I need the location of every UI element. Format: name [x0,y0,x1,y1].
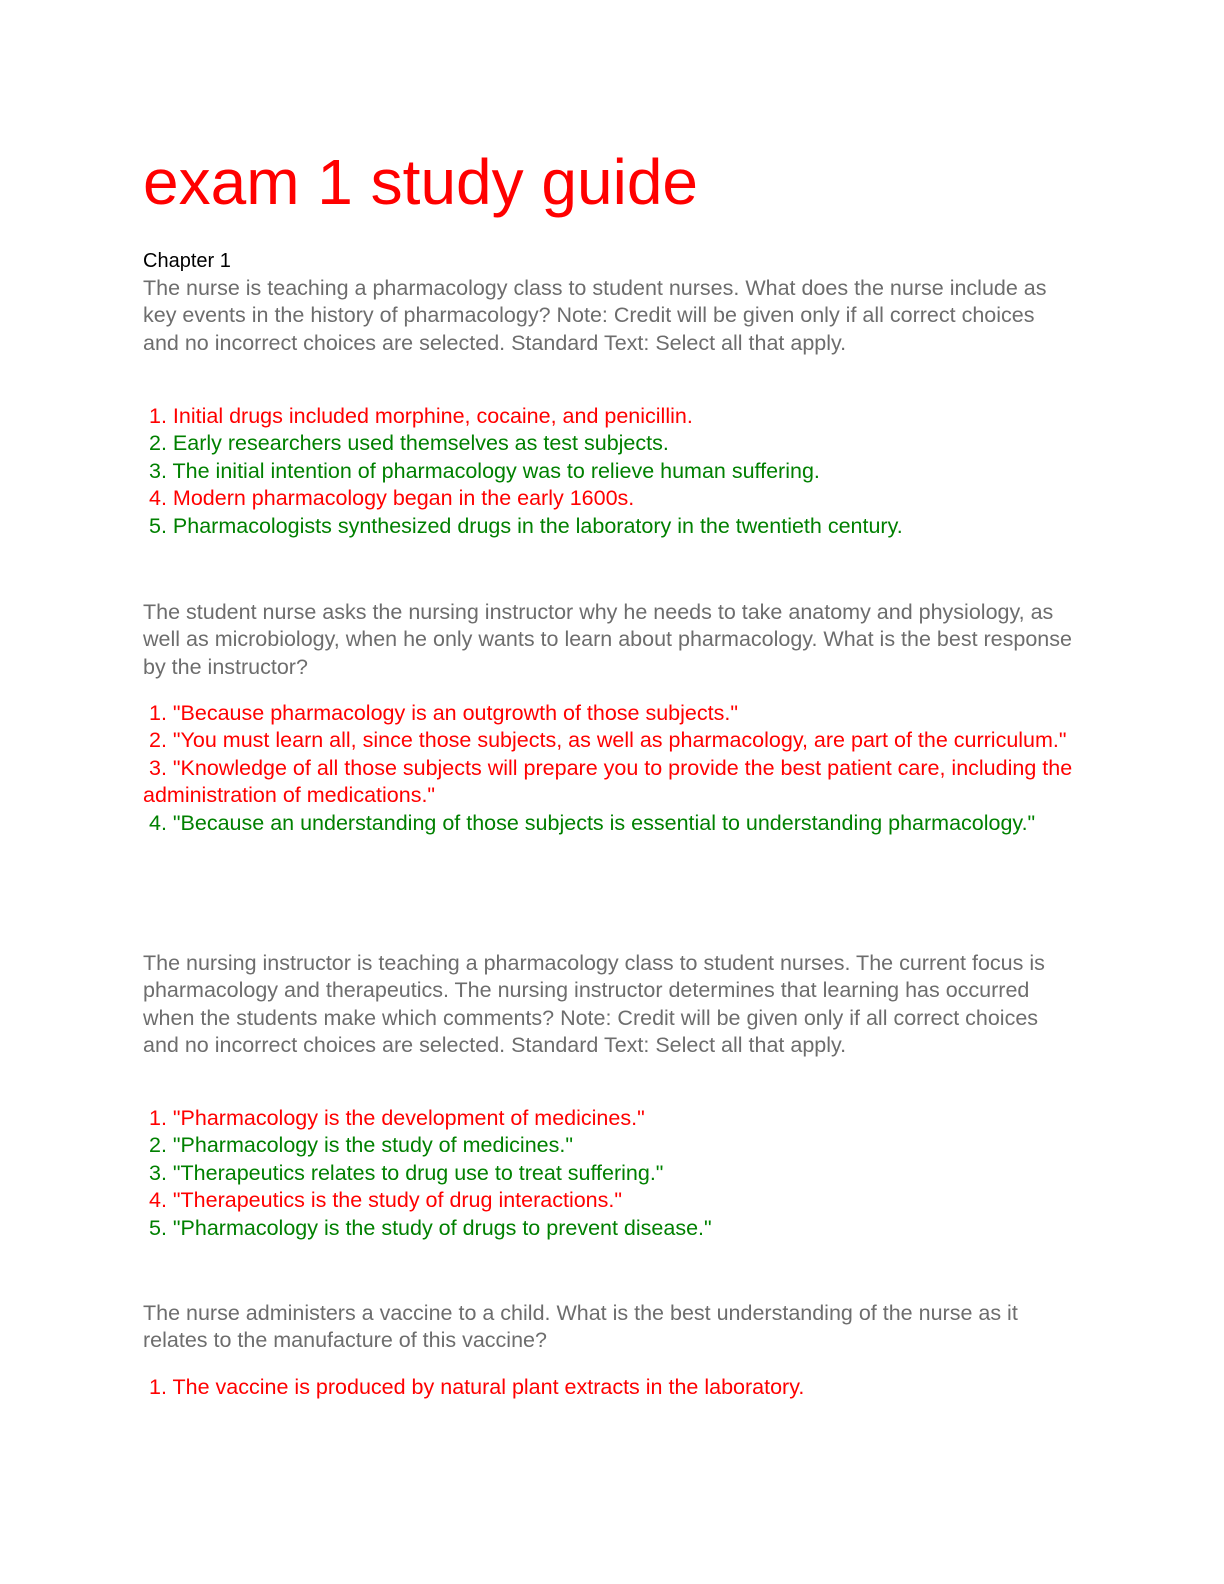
option-number: 1. [149,404,167,428]
option-text: Modern pharmacology began in the early 1600s. [172,486,635,511]
option-number: 4. [149,1188,167,1213]
option-text: "Knowledge of all those subjects will prepare you to provide the best patient care, including the administration of medications." [143,755,1073,808]
option-item [143,1160,1073,1187]
question-1-options [143,403,1073,540]
option-text: Initial drugs included morphine, cocaine, and penicillin. [172,404,693,428]
option-item [143,755,1073,810]
option-item [143,727,1073,754]
option-number: 2. [149,431,167,456]
option-item [143,1105,1073,1132]
option-text: The initial intention of pharmacology was to relieve human suffering. [172,458,820,483]
option-text: Pharmacologists synthesized drugs in the laboratory in the twentieth century. [172,513,903,538]
option-text: The vaccine is produced by natural plant extracts in the laboratory. [172,1375,805,1399]
option-number: 1. [149,1375,167,1399]
question-4-text: The nurse administers a vaccine to a child. What is the best understanding of the nurse as it relates to the manufacture of this vaccine? [143,1301,1018,1353]
option-number: 2. [149,728,167,753]
option-item [143,700,1073,727]
option-number: 3. [149,458,167,483]
option-item [143,1132,1073,1159]
option-text: "Pharmacology is the development of medicines." [172,1106,645,1130]
option-item [143,513,1073,540]
option-item [143,1187,1073,1214]
option-item [143,458,1073,485]
option-number: 5. [149,1215,167,1240]
option-item [143,1215,1073,1242]
option-item [143,810,1073,837]
option-number: 1. [149,1106,167,1130]
question-3-text: The nursing instructor is teaching a pharmacology class to student nurses. The current focus is pharmacology and therapeutics. The nursing instructor determines that learning has occurred when the students make which comments? Note: Credit will be given only if all correct choices and no incorrect choices are selected. Standard Text: Select all that apply. [143,951,1045,1058]
option-number: 3. [149,1160,167,1185]
option-text: "You must learn all, since those subjects, as well as pharmacology, are part of the curriculum." [172,728,1067,753]
page-title: exam 1 study guide [143,146,698,218]
option-text: "Because an understanding of those subjects is essential to understanding pharmacology." [172,810,1036,835]
question-1-text: The nurse is teaching a pharmacology class to student nurses. What does the nurse include as key events in the history of pharmacology? Note: Credit will be given only if all correct choices and no incorrect choices are selected. Standard Text: Select all that apply. [143,276,1047,355]
option-text: "Therapeutics relates to drug use to treat suffering." [172,1160,664,1185]
option-number: 1. [149,701,167,725]
option-text: "Pharmacology is the study of drugs to prevent disease." [172,1215,712,1240]
option-number: 2. [149,1133,167,1158]
question-2-options [143,700,1073,837]
question-3-options [143,1105,1073,1242]
option-text: "Because pharmacology is an outgrowth of those subjects." [172,701,738,725]
option-number: 3. [149,755,167,780]
chapter-heading: Chapter 1 [143,250,231,272]
option-text: "Pharmacology is the study of medicines." [172,1133,573,1158]
option-item [143,485,1073,512]
option-number: 4. [149,486,167,511]
option-number: 4. [149,810,167,835]
option-number: 5. [149,513,167,538]
question-4-options [143,1374,1073,1401]
question-2-text: The student nurse asks the nursing instructor why he needs to take anatomy and physiology, as well as microbiology, when he only wants to learn about pharmacology. What is the best response by the instructor? [143,600,1072,679]
option-item [143,430,1073,457]
option-text: Early researchers used themselves as test subjects. [172,431,669,456]
option-text: "Therapeutics is the study of drug interactions." [172,1188,622,1213]
option-item [143,1374,1073,1401]
option-item [143,403,1073,430]
